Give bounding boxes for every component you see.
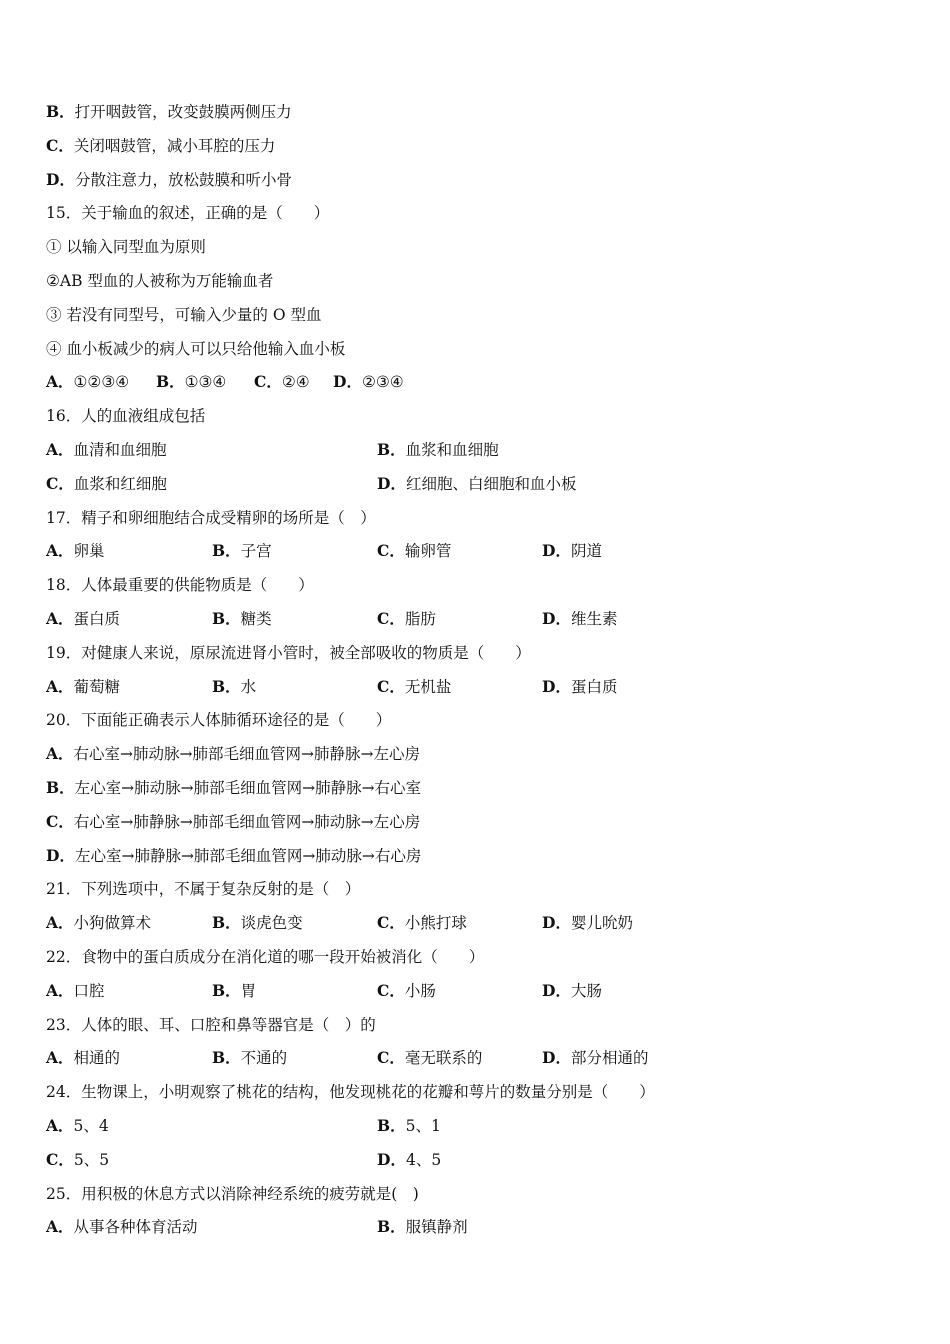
option-text: 5、4 (73, 1117, 109, 1135)
answer-option (542, 912, 633, 934)
question-text: 25．用积极的休息方式以消除神经系统的疲劳就是( ) (46, 1184, 419, 1203)
question-line (46, 709, 391, 731)
option-text: 谈虎色变 (240, 914, 303, 933)
option-text: 胃 (240, 981, 257, 1000)
answer-option-line (46, 811, 420, 833)
option-text: 大肠 (570, 981, 602, 1000)
question-line (46, 304, 322, 326)
answer-option (542, 980, 602, 1002)
option-label: D． (333, 372, 362, 392)
option-text: 维生素 (570, 610, 618, 628)
answer-option (377, 540, 451, 562)
answer-option (377, 1149, 441, 1171)
option-label: B． (212, 609, 241, 628)
answer-option (542, 1047, 648, 1069)
option-text: 部分相通的 (570, 1049, 649, 1068)
option-text: 阴道 (570, 542, 602, 561)
question-text: 20．下面能正确表示人体肺循环途径的是（ ） (46, 711, 392, 730)
question-text: 23．人体的眼、耳、口腔和鼻等器官是（ ）的 (46, 1015, 376, 1034)
option-text: ①③④ (184, 373, 227, 392)
option-text: 右心室→肺动脉→肺部毛细血管网→肺静脉→左心房 (73, 745, 420, 764)
question-line (46, 574, 314, 596)
answer-option (212, 608, 272, 630)
option-label: B． (377, 1116, 406, 1135)
option-label: D． (542, 541, 571, 561)
answer-option (46, 980, 105, 1002)
option-text: ①②③④ (73, 373, 130, 392)
answer-option (46, 371, 129, 393)
option-label: A． (46, 744, 74, 764)
option-label: D． (377, 473, 406, 493)
question-text: 19．对健康人来说，原尿流进肾小管时，被全部吸收的物质是（ ） (46, 643, 531, 662)
answer-option (46, 473, 167, 495)
option-text: 小狗做算术 (73, 914, 152, 933)
option-text: 分散注意力，放松鼓膜和听小骨 (74, 170, 292, 189)
option-text: 左心室→肺静脉→肺部毛细血管网→肺动脉→右心房 (74, 846, 422, 865)
option-text: 糖类 (240, 610, 272, 628)
option-label: C． (377, 913, 405, 933)
answer-option (46, 676, 120, 698)
question-line (46, 946, 484, 968)
answer-option (542, 676, 617, 698)
option-label: A． (46, 913, 74, 933)
option-text: 无机盐 (404, 677, 452, 696)
option-label: A． (46, 676, 74, 696)
option-text: 血浆和血细胞 (405, 441, 499, 459)
option-label: C． (377, 980, 405, 1000)
option-text: 子宫 (240, 542, 272, 561)
option-label: B． (212, 913, 241, 933)
option-text: 左心室→肺动脉→肺部毛细血管网→肺静脉→右心室 (74, 779, 422, 797)
answer-option (542, 540, 602, 562)
option-label: C． (377, 609, 405, 628)
option-label: D． (542, 980, 571, 1000)
question-line (46, 507, 376, 529)
question-line (46, 1014, 376, 1036)
option-label: A． (46, 440, 74, 459)
answer-option (46, 912, 151, 934)
question-text: 17．精子和卵细胞结合成受精卵的场所是（ ） (46, 508, 376, 527)
option-label: D． (46, 169, 75, 189)
option-label: A． (46, 1116, 74, 1135)
option-label: B． (46, 102, 75, 121)
answer-option (377, 980, 436, 1002)
answer-option (212, 1047, 287, 1069)
option-label: C． (46, 1149, 74, 1169)
question-line (46, 1081, 655, 1103)
option-label: C． (46, 135, 74, 155)
option-text: 不通的 (240, 1049, 288, 1068)
option-label: B． (46, 778, 75, 797)
question-text: 22．食物中的蛋白质成分在消化道的哪一段开始被消化（ ） (46, 948, 485, 966)
option-label: B． (212, 676, 241, 696)
question-text: ②AB 型血的人被称为万能输血者 (46, 272, 274, 290)
question-line (46, 405, 205, 427)
answer-option (156, 371, 226, 393)
question-text: 16．人的血液组成包括 (46, 407, 206, 426)
option-label: C． (377, 676, 405, 696)
option-text: 5、1 (405, 1117, 441, 1135)
option-label: C． (46, 473, 74, 493)
option-label: C． (377, 541, 405, 561)
answer-option (46, 1216, 198, 1238)
option-label: B． (212, 1048, 241, 1068)
option-text: 打开咽鼓管，改变鼓膜两侧压力 (74, 103, 292, 121)
option-text: 毫无联系的 (404, 1049, 483, 1068)
answer-option-line (46, 743, 420, 765)
question-line (46, 338, 345, 360)
option-label: B． (212, 980, 241, 1000)
option-label: C． (46, 811, 74, 831)
answer-option (542, 608, 617, 630)
option-text: 婴儿吮奶 (570, 914, 633, 933)
question-line (46, 1183, 419, 1205)
question-line (46, 202, 329, 224)
answer-option-line (46, 101, 292, 123)
question-text: 21．下列选项中，不属于复杂反射的是（ ） (46, 880, 361, 899)
option-text: 卵巢 (73, 542, 105, 561)
option-text: 小肠 (404, 981, 436, 1000)
question-text: 24．生物课上，小明观察了桃花的结构，他发现桃花的花瓣和萼片的数量分别是（ ） (46, 1083, 655, 1102)
option-label: D． (46, 845, 75, 865)
option-label: B． (377, 1217, 406, 1237)
answer-option-line (46, 169, 292, 191)
answer-option (377, 1216, 468, 1238)
option-text: 脂肪 (404, 610, 436, 628)
answer-option (377, 608, 436, 630)
answer-option (333, 371, 404, 393)
answer-option (377, 912, 467, 934)
option-text: 口腔 (73, 981, 105, 1000)
option-label: D． (542, 676, 571, 696)
question-line (46, 878, 360, 900)
option-text: 相通的 (73, 1049, 121, 1068)
option-text: 蛋白质 (73, 610, 121, 628)
option-text: 关闭咽鼓管，减小耳腔的压力 (73, 136, 276, 155)
question-text: ④ 血小板减少的病人可以只给他输入血小板 (46, 339, 346, 358)
answer-option (377, 1047, 482, 1069)
answer-option (377, 676, 451, 698)
option-label: A． (46, 1048, 74, 1068)
option-text: 输卵管 (404, 542, 452, 561)
option-label: C． (377, 1048, 405, 1068)
answer-option (46, 439, 167, 461)
answer-option (212, 540, 272, 562)
option-text: 水 (240, 677, 257, 696)
option-label: D． (377, 1149, 406, 1169)
option-text: 蛋白质 (570, 677, 618, 696)
option-text: 5、5 (73, 1150, 110, 1169)
option-label: D． (542, 609, 571, 628)
option-label: D． (542, 1048, 571, 1068)
option-text: 红细胞、白细胞和血小板 (405, 474, 577, 493)
option-text: 服镇静剂 (405, 1218, 468, 1237)
option-text: 右心室→肺静脉→肺部毛细血管网→肺动脉→左心房 (73, 812, 421, 831)
option-label: B． (156, 372, 185, 392)
answer-option (212, 676, 256, 698)
answer-option (46, 608, 120, 630)
question-line (46, 270, 273, 292)
answer-option (212, 980, 256, 1002)
option-text: 小熊打球 (404, 914, 467, 933)
answer-option (212, 912, 303, 934)
question-line (46, 236, 206, 258)
answer-option (46, 1115, 109, 1137)
answer-option-line (46, 845, 421, 867)
answer-option (46, 540, 105, 562)
option-text: 血清和血细胞 (73, 441, 167, 459)
answer-option (254, 371, 310, 393)
option-text: ②③④ (361, 373, 404, 392)
question-line (46, 642, 531, 664)
question-text: 18．人体最重要的供能物质是（ ） (46, 576, 314, 595)
option-text: 4、5 (405, 1150, 442, 1169)
question-text: ③ 若没有同型号，可输入少量的 O 型血 (46, 305, 322, 324)
option-label: A． (46, 372, 74, 392)
answer-option (46, 1047, 120, 1069)
answer-option (377, 439, 499, 461)
option-label: A． (46, 980, 74, 1000)
option-label: B． (377, 440, 406, 459)
option-label: C． (254, 372, 282, 392)
answer-option-line (46, 777, 421, 799)
option-text: 葡萄糖 (73, 677, 121, 696)
option-label: D． (542, 913, 571, 933)
answer-option-line (46, 135, 275, 157)
answer-option (377, 1115, 441, 1137)
question-text: ① 以输入同型血为原则 (46, 238, 206, 257)
option-text: 从事各种体育活动 (73, 1218, 198, 1237)
answer-option (377, 473, 576, 495)
option-label: A． (46, 609, 74, 628)
option-label: A． (46, 1217, 74, 1237)
option-text: ②④ (281, 373, 310, 392)
option-text: 血浆和红细胞 (73, 474, 167, 493)
option-label: A． (46, 541, 74, 561)
answer-option (46, 1149, 109, 1171)
question-text: 15．关于输血的叙述，正确的是（ ） (46, 204, 330, 223)
option-label: B． (212, 541, 241, 561)
